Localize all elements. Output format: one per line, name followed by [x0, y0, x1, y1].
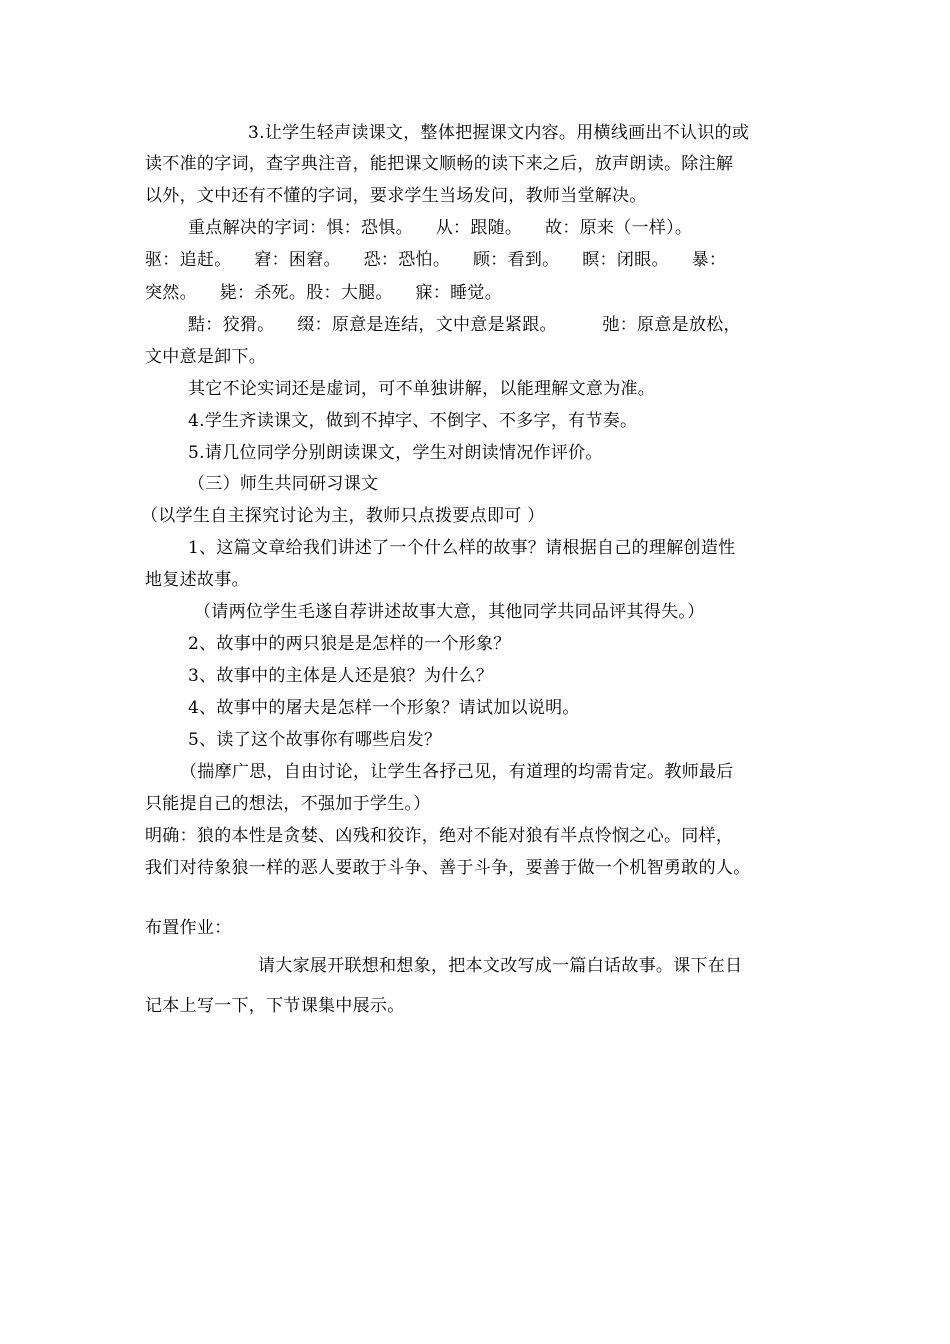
homework-heading: 布置作业：	[145, 918, 232, 938]
vocab-line-3: 突然。 毙：杀死。股：大腿。 寐：睡觉。	[145, 283, 503, 303]
question-2: 2、故事中的两只狼是是怎样的一个形象？	[188, 634, 511, 654]
section-3-note: （以学生自主探究讨论为主，教师只点拨要点即可 ）	[141, 506, 545, 526]
conclusion-line-1: 明确：狼的本性是贪婪、凶残和狡诈，绝对不能对狼有半点怜悯之心。同样，	[145, 826, 734, 846]
step-5: 5.请几位同学分别朗读课文，学生对朗读情况作评价。	[188, 443, 603, 463]
vocab-line-1: 重点解决的字词：惧：恐惧。 从：跟随。 故：原来（一样）。	[188, 218, 693, 238]
conclusion-line-2: 我们对待象狼一样的恶人要敢于斗争、善于斗争，要善于做一个机智勇敢的人。	[145, 858, 751, 878]
question-5: 5、读了这个故事你有哪些启发？	[188, 730, 442, 750]
homework-line-2: 记本上写一下，下节课集中展示。	[145, 996, 405, 1016]
discussion-note-line-1: （揣摩广思，自由讨论，让学生各抒己见，有道理的均需肯定。教师最后	[180, 762, 734, 782]
step-3-line-1: 3.让学生轻声读课文，整体把握课文内容。用横线画出不认识的或	[248, 123, 750, 143]
discussion-note-line-2: 只能提自己的想法，不强加于学生。）	[145, 794, 431, 814]
question-1-line-2: 地复述故事。	[145, 570, 249, 590]
step-4: 4.学生齐读课文，做到不掉字、不倒字、不多字，有节奏。	[188, 411, 638, 431]
question-3: 3、故事中的主体是人还是狼？为什么？	[188, 666, 494, 686]
question-1-line-1: 1、这篇文章给我们讲述了一个什么样的故事？请根据自己的理解创造性	[188, 538, 736, 558]
question-4: 4、故事中的屠夫是怎样一个形象？请试加以说明。	[188, 698, 580, 718]
section-3-heading: （三）师生共同研习课文	[188, 474, 379, 494]
vocab-line-5: 文中意是卸下。	[145, 347, 267, 367]
vocab-note: 其它不论实词还是虚词，可不单独讲解，以能理解文意为准。	[188, 379, 656, 399]
question-1-note: （请两位学生毛遂自荐讲述故事大意，其他同学共同品评其得失。）	[194, 602, 705, 622]
step-3-line-3: 以外，文中还有不懂的字词，要求学生当场发问，教师当堂解决。	[145, 186, 647, 206]
step-3-line-2: 读不准的字词，查字典注音，能把课文顺畅的读下来之后，放声朗读。除注解	[145, 154, 734, 174]
vocab-line-4: 黠：狡猾。 缀：原意是连结，文中意是紧跟。 弛：原意是放松，	[188, 315, 741, 335]
homework-line-1: 请大家展开联想和想象，把本文改写成一篇白话故事。课下在日	[258, 956, 743, 976]
vocab-line-2: 驱：追赶。 窘：困窘。 恐：恐怕。 顾：看到。 瞑：闭眼。 暴：	[145, 250, 727, 270]
